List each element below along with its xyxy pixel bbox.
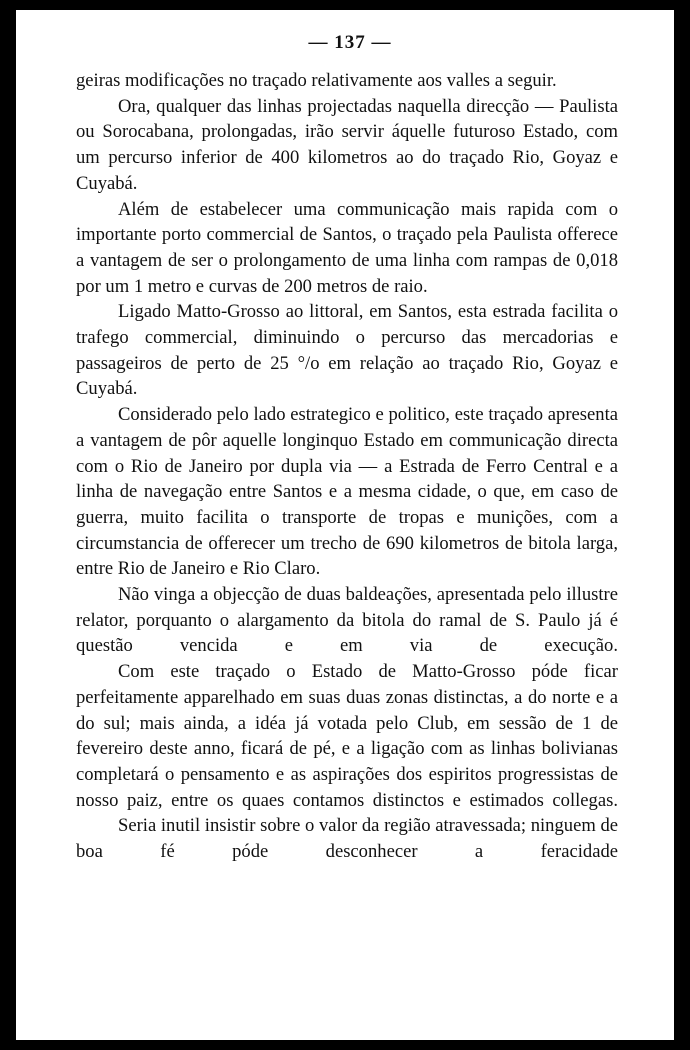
paragraph-5: Considerado pelo lado estrategico e politico, este traçado apresenta a vantagem de pôr aquelle longinquo Estado em communicação directa com o Rio de Janeiro por dupla via — a Estrada de Ferro Central e a linha de navegação entre Santos e a mesma cidade, o que, em caso de guerra, muito facilita o transporte de tropas e munições, com a circumstancia de offerecer um trecho de 690 kilometros de bitola larga, entre Rio de Janeiro e Rio Claro. [76,404,618,580]
paragraph-3: Além de estabelecer uma communicação mais rapida com o importante porto commercial de Santos, o traçado pela Paulista offerece a vantagem de ser o prolongamento de uma linha com rampas de 0,018 por um 1 metro e curvas de 200 metros de raio. [76,198,618,297]
body-text [76,68,618,865]
paragraph-1: geiras modificações no traçado relativamente aos valles a seguir. [76,70,557,91]
page-number: — 137 — [308,32,392,53]
paragraph-7: Com este traçado o Estado de Matto-Grosso póde ficar perfeitamente apparelhado em suas duas zonas distinctas, a do norte e a do sul; mais ainda, a idéa já votada pelo Club, em sessão de 1 de fevereiro deste anno, ficará de pé, e a ligação com as linhas bolivianas completará o pensamento e as aspirações dos espiritos progressistas de nosso paiz, entre os quaes contamos distinctos e estimados collegas. [76,661,618,811]
paragraph-4: Ligado Matto-Grosso ao littoral, em Santos, esta estrada facilita o trafego commercial, diminuindo o percurso das mercadorias e passageiros de perto de 25 °/o em relação ao traçado Rio, Goyaz e Cuyabá. [76,301,618,400]
paragraph-2: Ora, qualquer das linhas projectadas naquella direcção — Paulista ou Sorocabana, prolongadas, irão servir áquelle futuroso Estado, com um percurso inferior de 400 kilometros ao do traçado Rio, Goyaz e Cuyabá. [76,95,618,194]
document-page [16,10,674,1040]
paragraph-6: Não vinga a objecção de duas baldeações, apresentada pelo illustre relator, porquanto o alargamento da bitola do ramal de S. Paulo já é questão vencida e em via de execução. [76,584,618,657]
paragraph-8: Seria inutil insistir sobre o valor da região atravessada; ninguem de boa fé póde desconhecer a feracidade [76,815,618,863]
